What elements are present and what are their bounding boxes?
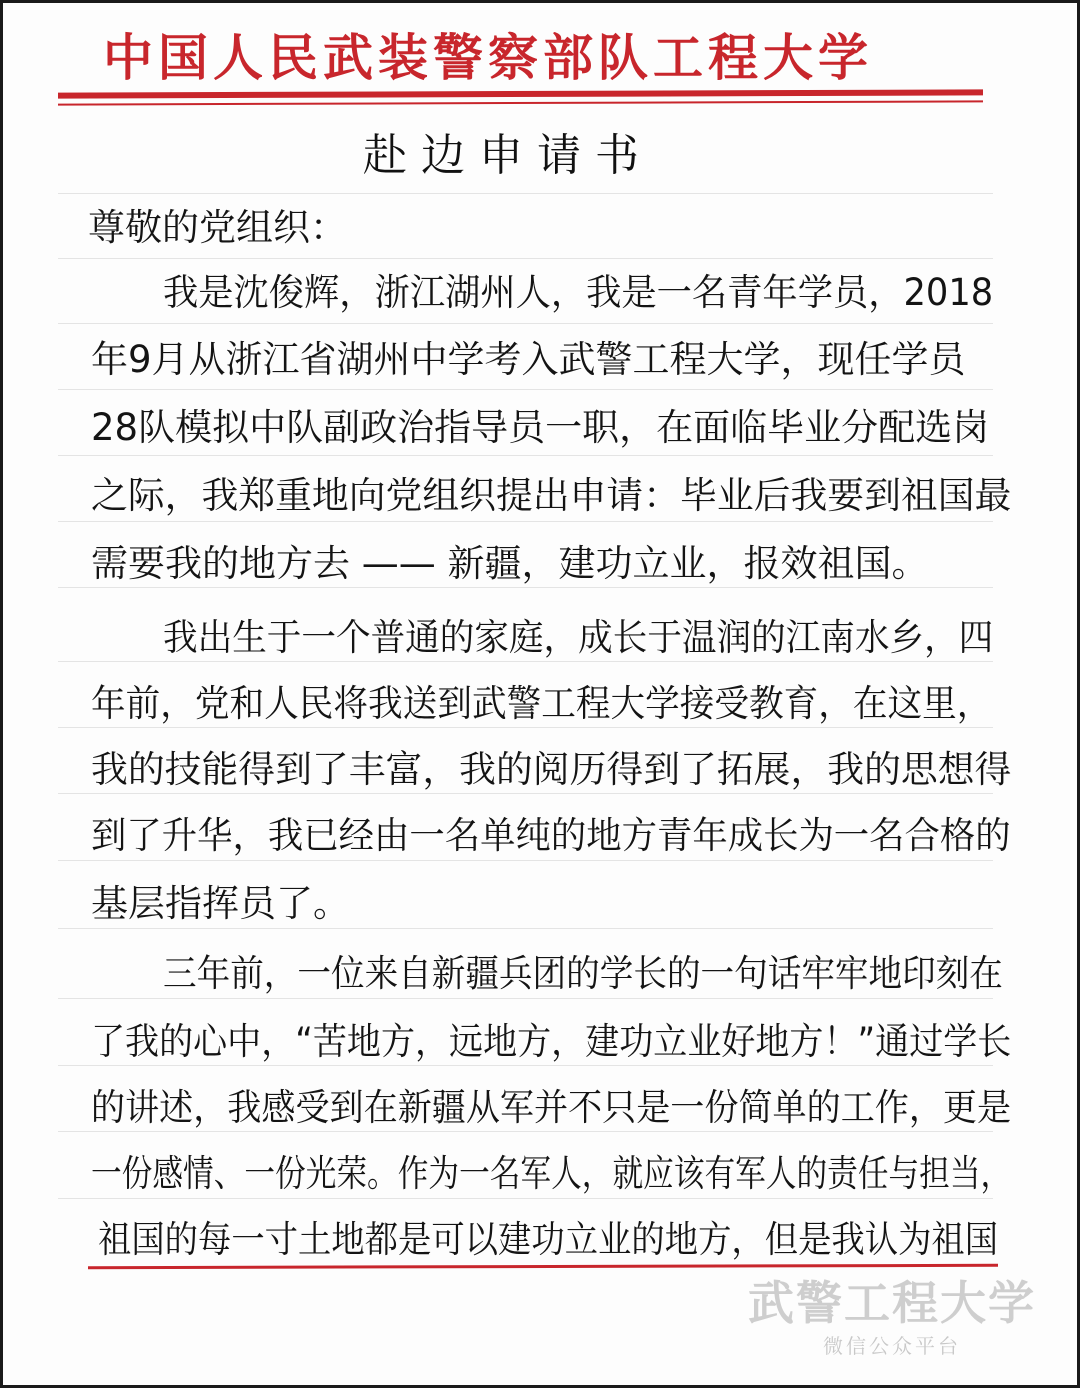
watermark-subtitle: 微信公众平台 xyxy=(823,1334,961,1358)
letter-line: 基层指挥员了。 xyxy=(91,882,350,925)
letterhead-rule-thin xyxy=(58,100,983,105)
ruled-line xyxy=(58,521,993,522)
letter-line: 我出生于一个普通的家庭，成长于温润的江南水乡，四 xyxy=(163,616,994,659)
letter-line: 的讲述，我感受到在新疆从军并不只是一份简单的工作，更是 xyxy=(91,1086,1012,1129)
ruled-line xyxy=(58,323,993,324)
letter-line: 之际，我郑重地向党组织提出申请：毕业后我要到祖国最 xyxy=(91,474,1012,517)
letter-line: 年前，党和人民将我送到武警工程大学接受教育，在这里， xyxy=(91,682,992,725)
letter-line: 我是沈俊辉，浙江湖州人，我是一名青年学员，2018 xyxy=(163,271,994,314)
watermark-name: 武警工程大学 xyxy=(748,1276,1036,1330)
letter-line: 三年前，一位来自新疆兵团的学长的一句话牢牢地印刻在 xyxy=(163,952,1003,995)
salutation: 尊敬的党组织： xyxy=(88,206,347,249)
letter-line: 28队模拟中队副政治指导员一职，在面临毕业分配选岗 xyxy=(91,406,990,449)
letter-line: 一份感情、一份光荣。作为一名军人，就应该有军人的责任与担当， xyxy=(91,1152,1012,1195)
ruled-line xyxy=(58,193,993,194)
letter-line: 年9月从浙江省湖州中学考入武警工程大学，现任学员 xyxy=(91,338,966,381)
letterhead-institution-name: 中国人民武装警察部队工程大学 xyxy=(103,28,873,87)
letter-line: 到了升华，我已经由一名单纯的地方青年成长为一名合格的 xyxy=(91,814,1011,857)
letter-line: 需要我的地方去 —— 新疆，建功立业，报效祖国。 xyxy=(91,542,929,585)
ruled-line xyxy=(58,258,993,259)
ruled-line xyxy=(58,455,993,456)
letter-line-underlined: 祖国的每一寸土地都是可以建功立业的地方，但是我认为祖国 xyxy=(98,1218,999,1261)
letter-line: 了我的心中，“苦地方，远地方，建功立业好地方！”通过学长 xyxy=(91,1020,1012,1063)
letter-line: 我的技能得到了丰富，我的阅历得到了拓展，我的思想得 xyxy=(91,748,1012,791)
ruled-line xyxy=(58,389,993,390)
letter-title: 赴边申请书 xyxy=(363,130,653,181)
